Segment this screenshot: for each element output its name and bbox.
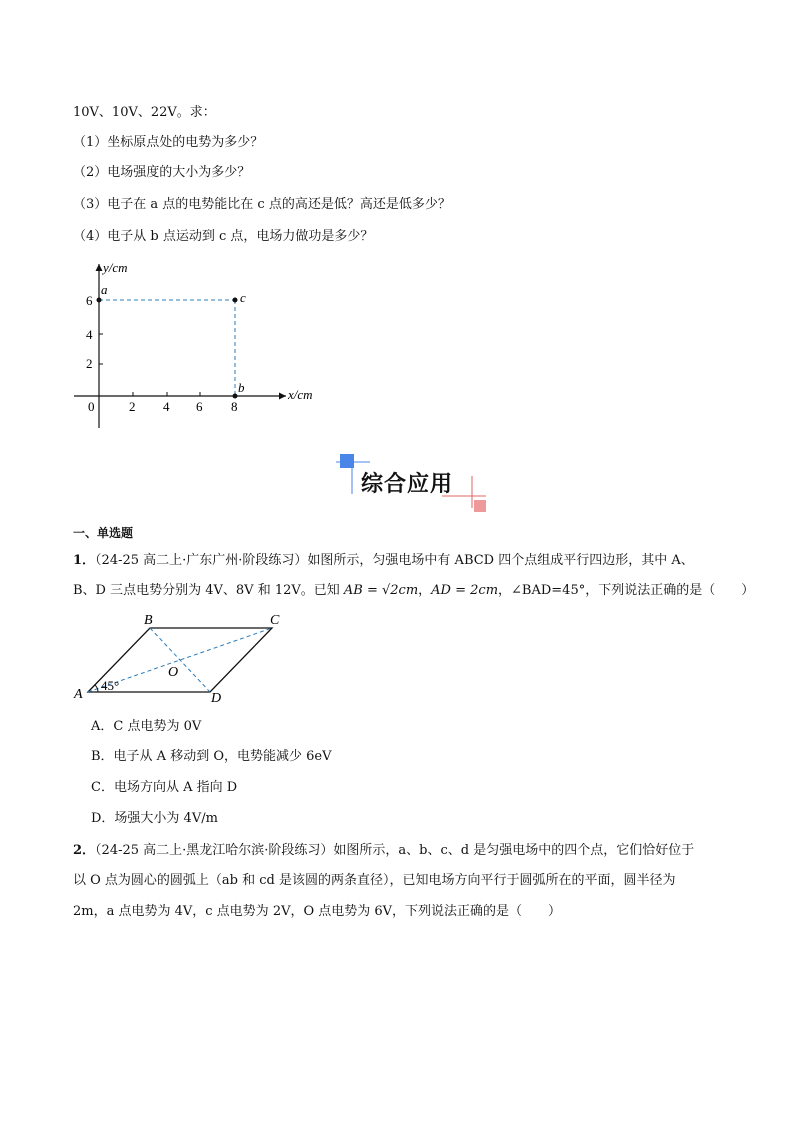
parallelogram-figure [72,610,302,702]
point-c [233,298,238,303]
center-O-label: O [168,665,179,680]
point-b [233,394,238,399]
problem1-ad-formula: AD = 2cm [431,583,499,598]
coordinate-figure [68,256,328,436]
angle-label: 45° [101,678,120,693]
problem2-line1 [73,842,694,860]
problem1-text-2a: B、D 三点电势分别为 4V、8V 和 12V。已知 [73,583,344,598]
question-2: （2）电场强度的大小为多少？ [73,165,251,180]
question-3: （3）电子在 a 点的电势能比在 c 点的高还是低？高还是低多少？ [73,197,451,212]
origin-label: 0 [88,399,95,414]
problem1-number: 1． [73,553,96,568]
problem1-text-2b: ， [418,583,432,598]
problem1-text-1: 如图所示，匀强电场中有 ABCD 四个点组成平行四边形，其中 A、 [307,553,694,568]
section-heading: 一、单选题 [73,526,134,540]
problem1-ab-formula: AB = √2cm [343,583,419,598]
question-4: （4）电子从 b 点运动到 c 点，电场力做功是多少？ [73,229,374,244]
problem1-source: （24-25 高二上·广东广州·阶段练习） [95,553,308,568]
banner-pink-square [474,500,486,512]
intro-line: 10V、10V、22V。求： [73,105,216,120]
section-banner-title: 综合应用 [361,472,454,497]
x-tick-4: 4 [163,399,170,414]
x-tick-8: 8 [231,399,238,414]
x-tick-2: 2 [129,399,136,414]
problem1-option-d: D．场强大小为 4V/m [91,811,218,826]
question-1: （1）坐标原点处的电势为多少？ [73,135,264,150]
point-a-label: a [101,282,108,297]
y-tick-4: 4 [86,327,93,342]
problem1-option-b: B．电子从 A 移动到 O，电势能减少 6eV [91,749,332,764]
problem2-text-1: （24-25 高二上·黑龙江哈尔滨·阶段练习）如图所示，a、b、c、d 是匀强电场中的四个点，它们恰好位于 [95,843,695,858]
y-tick-6: 6 [86,293,93,308]
y-axis-label: y/cm [103,260,128,275]
vertex-B-label: B [144,613,153,628]
y-tick-2: 2 [86,356,93,371]
problem1-text-2c: ，∠BAD=45°，下列说法正确的是（ ） [498,583,755,598]
vertex-A-label: A [74,687,83,702]
problem1-option-c: C．电场方向从 A 指向 D [91,780,238,795]
problem2-number: 2． [73,843,96,858]
x-tick-6: 6 [196,399,203,414]
problem1-option-a: A．C 点电势为 0V [91,719,202,734]
vertex-D-label: D [211,691,222,702]
point-b-label: b [238,380,245,395]
problem1-line2 [73,582,754,600]
x-axis-label: x/cm [288,387,313,402]
point-c-label: c [240,290,246,305]
vertex-C-label: C [270,613,280,628]
problem1-line1 [73,552,694,570]
problem2-line3: 2m，a 点电势为 4V，c 点电势为 2V，O 点电势为 6V，下列说法正确的是（ ） [73,904,562,919]
problem2-line2: 以 O 点为圆心的圆弧上（ab 和 cd 是该圆的两条直径），已知电场方向平行于圆弧所在的平面，圆半径为 [73,873,676,888]
point-a [97,298,102,303]
angle-arc [95,685,98,692]
diagonal-BD [150,628,210,692]
